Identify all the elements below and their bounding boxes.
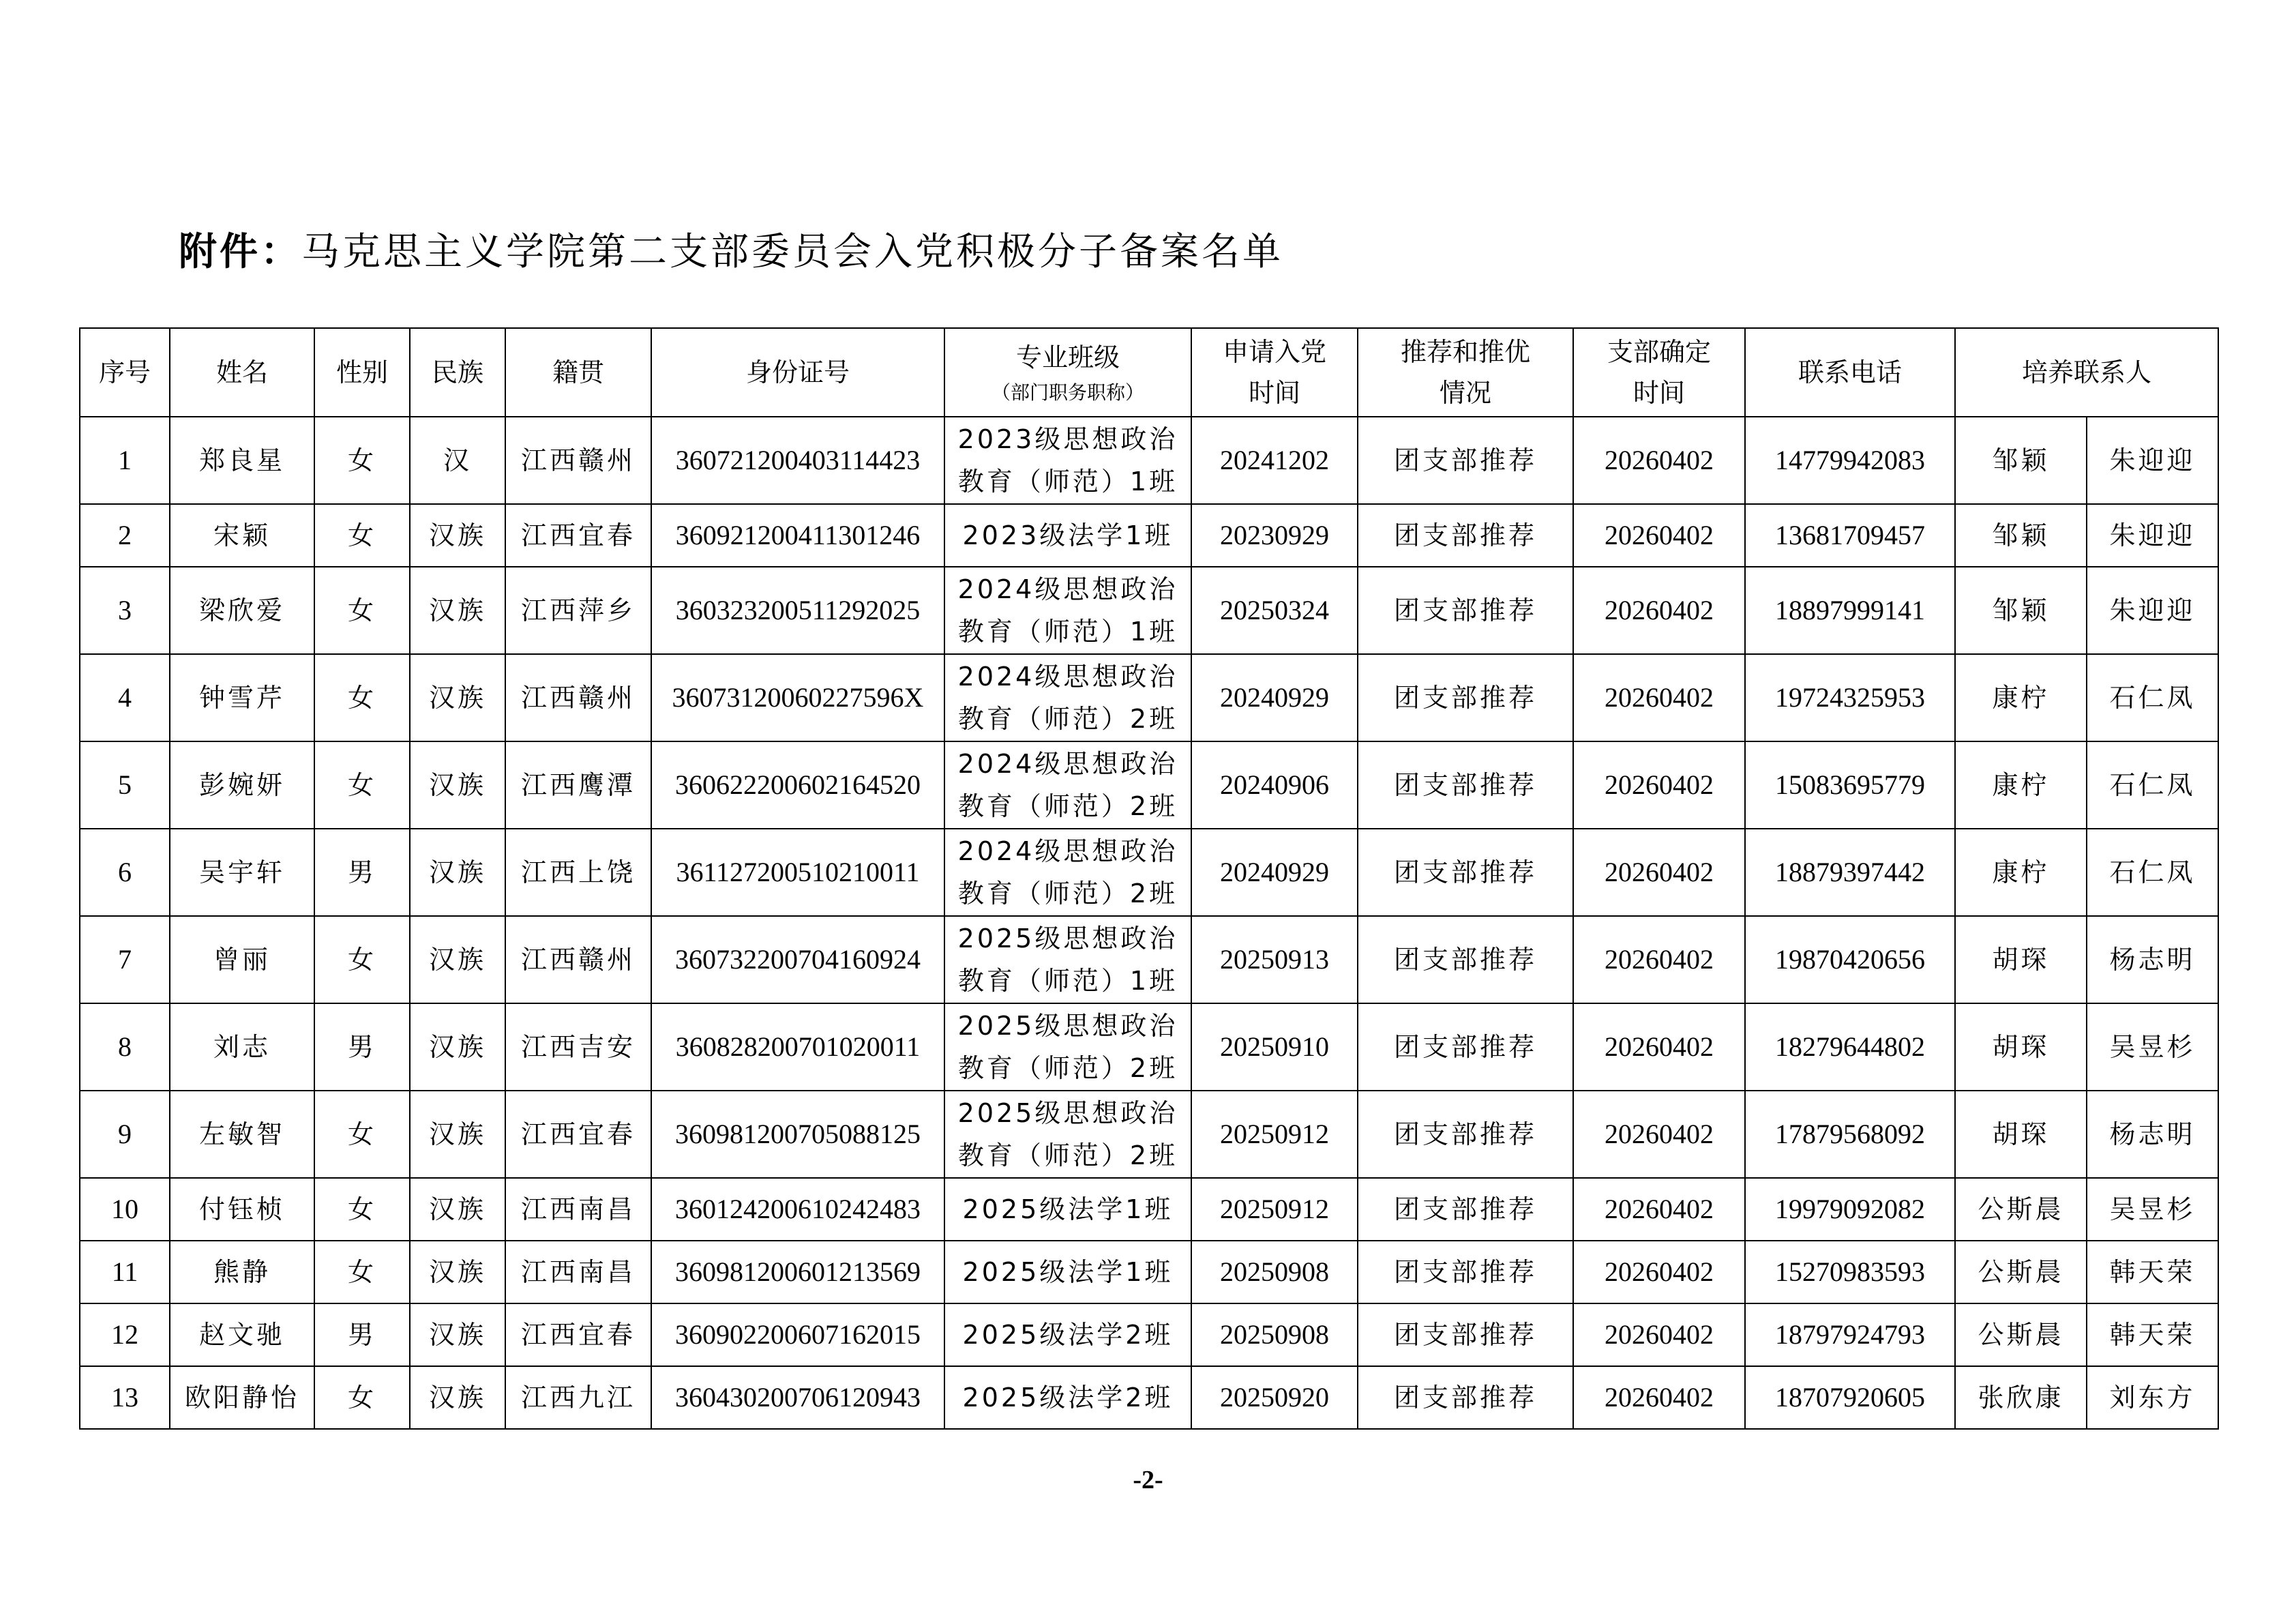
row-id-number: 360124200610242483	[651, 1178, 944, 1241]
row-confirm-date: 20260402	[1573, 654, 1745, 741]
row-confirm-date: 20260402	[1573, 1241, 1745, 1303]
row-class	[944, 829, 1191, 916]
row-class	[944, 1303, 1191, 1366]
row-contact-primary: 胡琛	[1955, 1091, 2087, 1178]
row-name: 郑良星	[170, 417, 314, 504]
row-ethnicity: 汉族	[410, 654, 505, 741]
row-contact-secondary: 朱迎迎	[2087, 504, 2218, 567]
row-ethnicity: 汉族	[410, 1178, 505, 1241]
row-index: 7	[80, 916, 170, 1003]
header-confirm-date	[1573, 328, 1745, 417]
header-apply-date	[1191, 328, 1358, 417]
header-confirm-date-line2: 时间	[1632, 378, 1685, 408]
row-index: 1	[80, 417, 170, 504]
row-gender: 女	[314, 916, 410, 1003]
row-recommend: 团支部推荐	[1358, 916, 1573, 1003]
row-confirm-date: 20260402	[1573, 829, 1745, 916]
row-recommend: 团支部推荐	[1358, 741, 1573, 829]
header-phone: 联系电话	[1745, 328, 1955, 417]
row-origin: 江西宜春	[505, 1091, 651, 1178]
row-index: 3	[80, 567, 170, 654]
row-name: 梁欣爱	[170, 567, 314, 654]
row-phone: 18707920605	[1745, 1366, 1955, 1429]
header-ethnicity: 民族	[410, 328, 505, 417]
table-row	[80, 1303, 2218, 1366]
row-confirm-date: 20260402	[1573, 1003, 1745, 1091]
table-row	[80, 417, 2218, 504]
row-recommend: 团支部推荐	[1358, 1091, 1573, 1178]
row-gender: 女	[314, 417, 410, 504]
row-id-number: 360721200403114423	[651, 417, 944, 504]
row-class-line2: 教育（师范）2班	[957, 704, 1178, 734]
table-row	[80, 829, 2218, 916]
row-contact-secondary: 韩天荣	[2087, 1241, 2218, 1303]
title-text: 马克思主义学院第二支部委员会入党积极分子备案名单	[301, 230, 1283, 274]
row-origin: 江西宜春	[505, 504, 651, 567]
row-recommend: 团支部推荐	[1358, 1366, 1573, 1429]
row-origin: 江西宜春	[505, 1303, 651, 1366]
row-recommend: 团支部推荐	[1358, 1303, 1573, 1366]
row-confirm-date: 20260402	[1573, 1091, 1745, 1178]
row-class-line1: 2024级思想政治	[957, 836, 1178, 866]
row-contact-primary: 张欣康	[1955, 1366, 2087, 1429]
row-ethnicity: 汉族	[410, 1003, 505, 1091]
row-contact-secondary: 石仁凤	[2087, 654, 2218, 741]
row-apply-date: 20250912	[1191, 1178, 1358, 1241]
row-recommend: 团支部推荐	[1358, 504, 1573, 567]
row-id-number: 361127200510210011	[651, 829, 944, 916]
row-contact-primary: 康柠	[1955, 654, 2087, 741]
row-class-line2: 教育（师范）1班	[957, 966, 1178, 996]
row-confirm-date: 20260402	[1573, 916, 1745, 1003]
row-index: 10	[80, 1178, 170, 1241]
row-class-line1: 2025级思想政治	[957, 1011, 1178, 1041]
row-class-line1: 2025级思想政治	[957, 924, 1178, 954]
row-id-number: 36073120060227596X	[651, 654, 944, 741]
header-contacts: 培养联系人	[1955, 328, 2218, 417]
row-contact-primary: 胡琛	[1955, 1003, 2087, 1091]
row-class-line1: 2024级思想政治	[957, 749, 1178, 779]
row-contact-secondary: 杨志明	[2087, 1091, 2218, 1178]
row-phone: 15083695779	[1745, 741, 1955, 829]
row-origin: 江西吉安	[505, 1003, 651, 1091]
row-origin: 江西鹰潭	[505, 741, 651, 829]
row-name: 吴宇轩	[170, 829, 314, 916]
row-contact-secondary: 杨志明	[2087, 916, 2218, 1003]
row-gender: 女	[314, 1366, 410, 1429]
row-class-line1: 2023级思想政治	[957, 424, 1178, 454]
row-contact-secondary: 朱迎迎	[2087, 417, 2218, 504]
row-id-number: 360430200706120943	[651, 1366, 944, 1429]
header-gender: 性别	[314, 328, 410, 417]
header-class	[944, 328, 1191, 417]
row-apply-date: 20240929	[1191, 829, 1358, 916]
row-contact-secondary: 石仁凤	[2087, 741, 2218, 829]
row-id-number: 360622200602164520	[651, 741, 944, 829]
row-apply-date: 20250324	[1191, 567, 1358, 654]
row-phone: 18279644802	[1745, 1003, 1955, 1091]
row-contact-primary: 公斯晨	[1955, 1241, 2087, 1303]
row-phone: 19724325953	[1745, 654, 1955, 741]
table-header	[80, 328, 2218, 417]
row-origin: 江西南昌	[505, 1178, 651, 1241]
row-id-number: 360981200705088125	[651, 1091, 944, 1178]
row-class-line1: 2025级法学1班	[962, 1194, 1174, 1224]
table-row	[80, 1091, 2218, 1178]
row-class	[944, 1241, 1191, 1303]
row-phone: 19979092082	[1745, 1178, 1955, 1241]
row-gender: 女	[314, 1241, 410, 1303]
row-class	[944, 504, 1191, 567]
row-apply-date: 20250908	[1191, 1241, 1358, 1303]
row-contact-primary: 公斯晨	[1955, 1178, 2087, 1241]
row-class	[944, 1366, 1191, 1429]
row-phone: 19870420656	[1745, 916, 1955, 1003]
row-index: 11	[80, 1241, 170, 1303]
row-apply-date: 20241202	[1191, 417, 1358, 504]
row-id-number: 360323200511292025	[651, 567, 944, 654]
row-apply-date: 20250912	[1191, 1091, 1358, 1178]
row-index: 13	[80, 1366, 170, 1429]
row-index: 12	[80, 1303, 170, 1366]
row-id-number: 360921200411301246	[651, 504, 944, 567]
row-origin: 江西萍乡	[505, 567, 651, 654]
row-contact-primary: 邹颖	[1955, 417, 2087, 504]
row-class-line1: 2025级法学1班	[962, 1257, 1174, 1287]
page-number: -2-	[1133, 1466, 1163, 1494]
header-index: 序号	[80, 328, 170, 417]
title-prefix: 附件：	[179, 230, 301, 274]
header-recommend-line1: 推荐和推优	[1400, 337, 1530, 367]
row-id-number: 360981200601213569	[651, 1241, 944, 1303]
row-gender: 男	[314, 1303, 410, 1366]
row-gender: 女	[314, 1178, 410, 1241]
row-gender: 女	[314, 1091, 410, 1178]
row-gender: 女	[314, 504, 410, 567]
table-row	[80, 741, 2218, 829]
row-name: 赵文驰	[170, 1303, 314, 1366]
header-id-number: 身份证号	[651, 328, 944, 417]
row-contact-primary: 康柠	[1955, 829, 2087, 916]
row-name: 付钰桢	[170, 1178, 314, 1241]
header-apply-date-line1: 申请入党	[1222, 337, 1326, 367]
row-class	[944, 1091, 1191, 1178]
document-title	[179, 225, 1283, 280]
row-confirm-date: 20260402	[1573, 567, 1745, 654]
row-index: 9	[80, 1091, 170, 1178]
row-recommend: 团支部推荐	[1358, 1178, 1573, 1241]
row-class-line1: 2023级法学1班	[962, 520, 1174, 550]
table-row	[80, 1366, 2218, 1429]
row-name: 刘志	[170, 1003, 314, 1091]
row-class-line1: 2025级法学2班	[962, 1383, 1174, 1413]
row-confirm-date: 20260402	[1573, 741, 1745, 829]
row-confirm-date: 20260402	[1573, 1366, 1745, 1429]
row-phone: 18879397442	[1745, 829, 1955, 916]
table-row	[80, 567, 2218, 654]
header-class-line1: 专业班级	[1015, 342, 1120, 372]
row-class-line2: 教育（师范）2班	[957, 1140, 1178, 1170]
row-apply-date: 20250920	[1191, 1366, 1358, 1429]
row-id-number: 360828200701020011	[651, 1003, 944, 1091]
row-confirm-date: 20260402	[1573, 1178, 1745, 1241]
row-phone: 17879568092	[1745, 1091, 1955, 1178]
header-recommend-line2: 情况	[1439, 378, 1491, 408]
table-row	[80, 916, 2218, 1003]
row-phone: 18897999141	[1745, 567, 1955, 654]
row-contact-secondary: 吴昱杉	[2087, 1003, 2218, 1091]
row-origin: 江西上饶	[505, 829, 651, 916]
row-name: 钟雪芹	[170, 654, 314, 741]
row-origin: 江西赣州	[505, 654, 651, 741]
row-recommend: 团支部推荐	[1358, 1241, 1573, 1303]
row-apply-date: 20250910	[1191, 1003, 1358, 1091]
row-gender: 女	[314, 654, 410, 741]
header-name: 姓名	[170, 328, 314, 417]
row-ethnicity: 汉族	[410, 1366, 505, 1429]
row-gender: 男	[314, 829, 410, 916]
row-contact-secondary: 吴昱杉	[2087, 1178, 2218, 1241]
row-recommend: 团支部推荐	[1358, 829, 1573, 916]
row-class	[944, 741, 1191, 829]
row-contact-primary: 康柠	[1955, 741, 2087, 829]
row-confirm-date: 20260402	[1573, 504, 1745, 567]
row-name: 左敏智	[170, 1091, 314, 1178]
row-class-line2: 教育（师范）2班	[957, 879, 1178, 909]
table-row	[80, 504, 2218, 567]
row-contact-primary: 胡琛	[1955, 916, 2087, 1003]
row-class-line1: 2024级思想政治	[957, 574, 1178, 604]
row-id-number: 360732200704160924	[651, 916, 944, 1003]
row-name: 熊静	[170, 1241, 314, 1303]
row-class	[944, 567, 1191, 654]
row-gender: 男	[314, 1003, 410, 1091]
row-contact-primary: 邹颖	[1955, 567, 2087, 654]
row-class	[944, 916, 1191, 1003]
row-phone: 13681709457	[1745, 504, 1955, 567]
row-contact-secondary: 韩天荣	[2087, 1303, 2218, 1366]
row-contact-secondary: 石仁凤	[2087, 829, 2218, 916]
row-name: 曾丽	[170, 916, 314, 1003]
row-origin: 江西九江	[505, 1366, 651, 1429]
row-name: 宋颖	[170, 504, 314, 567]
row-phone: 18797924793	[1745, 1303, 1955, 1366]
row-ethnicity: 汉族	[410, 916, 505, 1003]
row-confirm-date: 20260402	[1573, 417, 1745, 504]
row-class-line2: 教育（师范）2班	[957, 791, 1178, 821]
row-class-line2: 教育（师范）1班	[957, 617, 1178, 647]
row-index: 4	[80, 654, 170, 741]
row-phone: 15270983593	[1745, 1241, 1955, 1303]
table-row	[80, 1241, 2218, 1303]
row-index: 5	[80, 741, 170, 829]
row-contact-secondary: 刘东方	[2087, 1366, 2218, 1429]
row-recommend: 团支部推荐	[1358, 1003, 1573, 1091]
header-class-line2: （部门职务职称）	[991, 381, 1144, 404]
row-class	[944, 1178, 1191, 1241]
row-class-line2: 教育（师范）2班	[957, 1053, 1178, 1083]
row-class	[944, 654, 1191, 741]
table-body	[80, 417, 2218, 1429]
row-origin: 江西赣州	[505, 417, 651, 504]
row-contact-primary: 邹颖	[1955, 504, 2087, 567]
row-ethnicity: 汉族	[410, 829, 505, 916]
row-ethnicity: 汉族	[410, 1091, 505, 1178]
row-recommend: 团支部推荐	[1358, 567, 1573, 654]
row-apply-date: 20230929	[1191, 504, 1358, 567]
header-apply-date-line2: 时间	[1248, 378, 1300, 408]
roster-table	[79, 327, 2219, 1430]
header-origin: 籍贯	[505, 328, 651, 417]
row-gender: 女	[314, 567, 410, 654]
row-id-number: 360902200607162015	[651, 1303, 944, 1366]
row-name: 欧阳静怡	[170, 1366, 314, 1429]
row-class-line1: 2025级法学2班	[962, 1320, 1174, 1350]
row-index: 2	[80, 504, 170, 567]
row-ethnicity: 汉族	[410, 567, 505, 654]
row-class-line1: 2024级思想政治	[957, 662, 1178, 692]
row-contact-primary: 公斯晨	[1955, 1303, 2087, 1366]
row-ethnicity: 汉族	[410, 741, 505, 829]
row-contact-secondary: 朱迎迎	[2087, 567, 2218, 654]
row-index: 8	[80, 1003, 170, 1091]
row-recommend: 团支部推荐	[1358, 417, 1573, 504]
row-index: 6	[80, 829, 170, 916]
row-apply-date: 20250913	[1191, 916, 1358, 1003]
row-ethnicity: 汉	[410, 417, 505, 504]
row-origin: 江西南昌	[505, 1241, 651, 1303]
row-origin: 江西赣州	[505, 916, 651, 1003]
table-row	[80, 1003, 2218, 1091]
row-class	[944, 417, 1191, 504]
table-row	[80, 654, 2218, 741]
header-confirm-date-line1: 支部确定	[1607, 337, 1711, 367]
row-apply-date: 20240906	[1191, 741, 1358, 829]
row-ethnicity: 汉族	[410, 1241, 505, 1303]
row-ethnicity: 汉族	[410, 504, 505, 567]
row-class-line2: 教育（师范）1班	[957, 467, 1178, 497]
header-recommend	[1358, 328, 1573, 417]
row-apply-date: 20250908	[1191, 1303, 1358, 1366]
row-class	[944, 1003, 1191, 1091]
row-recommend: 团支部推荐	[1358, 654, 1573, 741]
row-name: 彭婉妍	[170, 741, 314, 829]
table-row	[80, 1178, 2218, 1241]
row-class-line1: 2025级思想政治	[957, 1098, 1178, 1128]
row-ethnicity: 汉族	[410, 1303, 505, 1366]
row-apply-date: 20240929	[1191, 654, 1358, 741]
row-gender: 女	[314, 741, 410, 829]
row-phone: 14779942083	[1745, 417, 1955, 504]
row-confirm-date: 20260402	[1573, 1303, 1745, 1366]
